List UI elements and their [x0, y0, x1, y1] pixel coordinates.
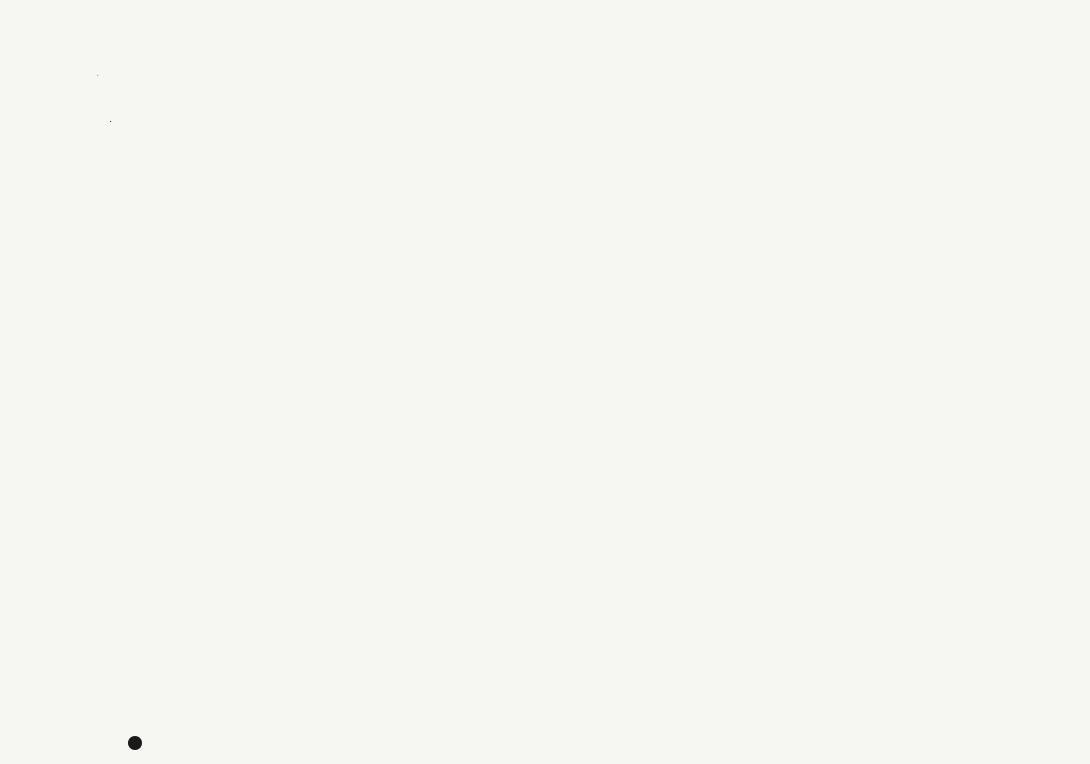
cbs-logo [128, 736, 142, 750]
header-bedrijfsklasse [120, 138, 132, 208]
margin-mark: · [96, 70, 100, 81]
margin-mark: · [109, 116, 113, 127]
header-bedrijfsgroep [153, 138, 165, 208]
